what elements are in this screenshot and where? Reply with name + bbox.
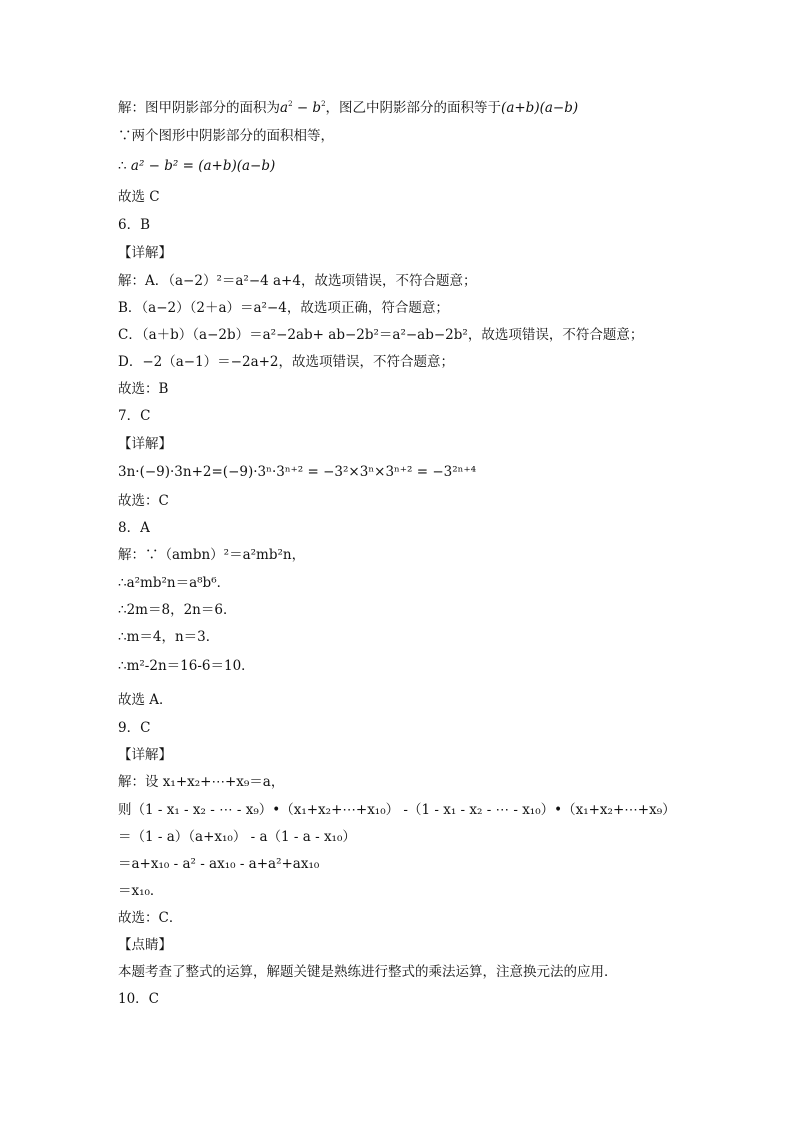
section-heading: 【详解】	[118, 436, 172, 452]
answer-line: 故选 A．	[118, 692, 173, 708]
question-number: 6．B	[118, 217, 151, 233]
question-number: 8．A	[118, 520, 150, 536]
solution-line: 解：A．（a−2）²＝a²−4 a+4，故选项错误，不符合题意；	[118, 273, 477, 289]
answer-line: 故选：C．	[118, 910, 183, 926]
solution-line: 解：设 x₁+x₂+⋯+x₉＝a，	[118, 774, 285, 790]
solution-line: 解：∵（ambn）²＝a²mb²n，	[118, 547, 306, 563]
math-sup: 2	[288, 100, 293, 108]
answer-line: 故选：C	[118, 493, 169, 509]
solution-line: 则（1 - x₁ - x₂ - ⋯ - x₉）•（x₁+x₂+⋯+x₁₀） -（1 - x₁ - x₂ - ⋯ - x₁₀）•（x₁+x₂+⋯+x₉）	[118, 802, 676, 818]
question-number: 10．C	[118, 991, 160, 1007]
solution-line-area-comparison	[118, 99, 578, 117]
math-sup: 2	[321, 100, 326, 108]
math-a: a	[280, 100, 289, 116]
text-segment: 解：图甲阴影部分的面积为	[118, 100, 280, 116]
solution-line: B．（a−2）（2＋a）＝a²−4，故选项正确，符合题意；	[118, 300, 449, 316]
solution-line: ∵两个图形中阴影部分的面积相等，	[118, 128, 334, 144]
therefore-symbol: ∴	[118, 158, 131, 174]
solution-line: ＝x₁₀．	[118, 883, 164, 899]
solution-line: ＝a+x₁₀ - a² - ax₁₀ - a+a²+ax₁₀	[118, 856, 320, 872]
section-heading: 【详解】	[118, 245, 172, 261]
solution-line: 3n·(−9)·3n+2=(−9)·3ⁿ·3ⁿ⁺² = −3²×3ⁿ×3ⁿ⁺² = −3²ⁿ⁺⁴	[118, 464, 477, 480]
comment-line: 本题考查了整式的运算，解题关键是熟练进行整式的乘法运算，注意换元法的应用．	[118, 964, 618, 980]
solution-line: D．−2（a−1）＝−2a+2，故选项错误，不符合题意；	[118, 354, 455, 370]
solution-line: ＝（1 - a）（a+x₁₀） - a（1 - a - x₁₀）	[118, 829, 356, 845]
answer-line: 故选：B	[118, 381, 169, 397]
solution-line: ∴m²-2n＝16-6＝10．	[118, 658, 255, 674]
solution-line: ∴m＝4，n＝3．	[118, 629, 220, 645]
math-b: − b	[292, 100, 322, 116]
question-number: 7．C	[118, 408, 151, 424]
solution-line: ∴a²mb²n＝a⁸b⁶．	[118, 575, 231, 591]
solution-line-equation	[118, 157, 275, 175]
text-segment: ，图乙中阴影部分的面积等于	[325, 100, 502, 116]
math-expression: (a+b)(a−b)	[501, 100, 579, 116]
section-heading: 【详解】	[118, 747, 172, 763]
solution-line: C．（a＋b）（a−2b）＝a²−2ab+ ab−2b²＝a²−ab−2b²，故选项错误，不符合题意；	[118, 327, 644, 343]
answer-line: 故选 C	[118, 189, 160, 205]
solution-line: ∴2m＝8，2n＝6．	[118, 602, 237, 618]
section-heading: 【点睛】	[118, 937, 172, 953]
question-number: 9．C	[118, 720, 151, 736]
math-expression: a² − b² = (a+b)(a−b)	[130, 158, 276, 174]
